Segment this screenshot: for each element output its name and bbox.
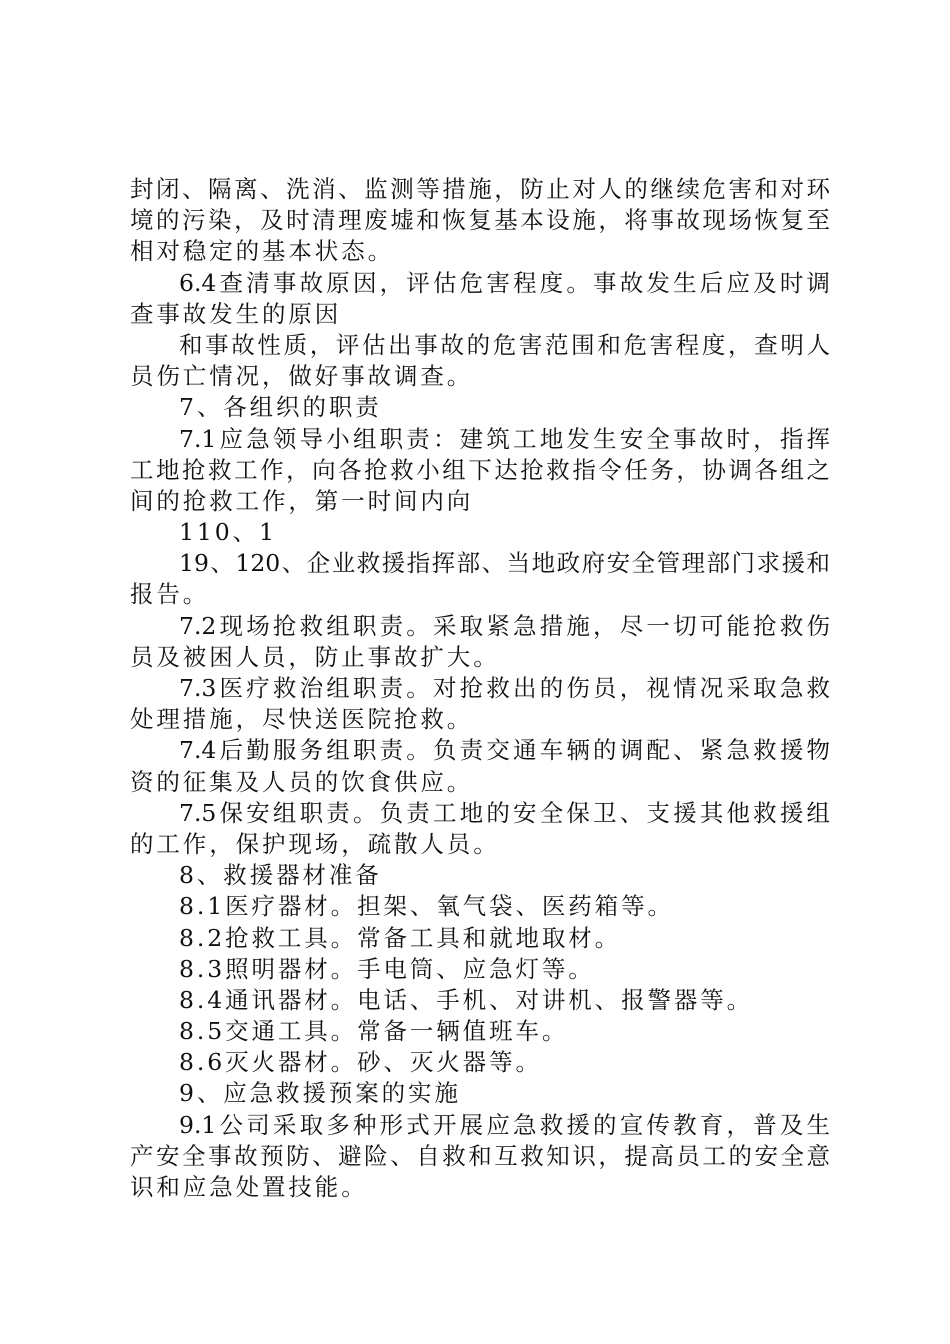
paragraph-line: 7.5保安组职责。负责工地的安全保卫、支援其他救援组 [179, 798, 830, 827]
section-heading: 8、救援器材准备 [179, 861, 382, 890]
list-item: 8.1医疗器材。担架、氧气袋、医药箱等。 [179, 892, 674, 921]
list-item: 8.6灭火器材。砂、灭火器等。 [179, 1048, 542, 1077]
paragraph-line: 产安全事故预防、避险、自救和互救知识，提高员工的安全意 [130, 1141, 830, 1170]
paragraph-line: 间的抢救工作，第一时间内向 [130, 486, 474, 515]
paragraph-line: 9.1公司采取多种形式开展应急救援的宣传教育，普及生 [179, 1110, 830, 1139]
paragraph-line: 识和应急处置技能。 [130, 1173, 368, 1201]
section-heading: 7、各组织的职责 [179, 393, 382, 422]
paragraph-line: 处理措施，尽快送医院抢救。 [130, 705, 474, 734]
paragraph-line: 相对稳定的基本状态。 [130, 237, 394, 266]
paragraph-line: 封闭、隔离、洗消、监测等措施，防止对人的继续危害和对环 [130, 175, 830, 203]
paragraph-line: 7.1应急领导小组职责：建筑工地发生安全事故时，指挥 [179, 424, 830, 453]
document-body [130, 174, 830, 1203]
list-item: 8.3照明器材。手电筒、应急灯等。 [179, 954, 595, 983]
paragraph-line: 的工作，保护现场，疏散人员。 [130, 829, 500, 858]
paragraph-line: 报告。 [130, 580, 210, 609]
paragraph-line: 查事故发生的原因 [130, 299, 342, 328]
paragraph-line: 110、1 [179, 518, 277, 547]
list-item: 8.5交通工具。常备一辆值班车。 [179, 1017, 569, 1046]
paragraph-line: 7.3医疗救治组职责。对抢救出的伤员，视情况采取急救 [179, 674, 830, 702]
paragraph-line: 6.4查清事故原因，评估危害程度。事故发生后应及时调 [179, 268, 830, 297]
paragraph-line: 和事故性质，评估出事故的危害范围和危害程度，查明人 [179, 330, 830, 359]
paragraph-line: 员及被困人员，防止事故扩大。 [130, 642, 500, 671]
paragraph-line: 工地抢救工作，向各抢救小组下达抢救指令任务，协调各组之 [130, 455, 830, 484]
paragraph-line: 员伤亡情况，做好事故调查。 [130, 362, 474, 391]
section-heading: 9、应急救援预案的实施 [179, 1079, 461, 1108]
paragraph-line: 境的污染，及时清理废墟和恢复基本设施，将事故现场恢复至 [130, 206, 830, 235]
list-item: 8.4通讯器材。电话、手机、对讲机、报警器等。 [179, 985, 754, 1014]
paragraph-line: 19、120、企业救援指挥部、当地政府安全管理部门求援和 [179, 549, 830, 578]
list-item: 8.2抢救工具。常备工具和就地取材。 [179, 923, 622, 952]
paragraph-line: 7.4后勤服务组职责。负责交通车辆的调配、紧急救援物 [179, 736, 830, 765]
paragraph-line: 资的征集及人员的饮食供应。 [130, 767, 474, 796]
paragraph-line: 7.2现场抢救组职责。采取紧急措施，尽一切可能抢救伤 [179, 611, 830, 640]
